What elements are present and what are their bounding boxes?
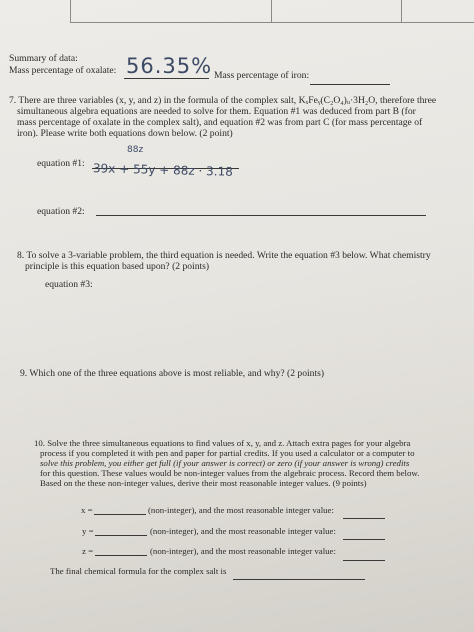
- oxalate-label: Mass percentage of oxalate:: [9, 65, 117, 76]
- q10-line-2: process if you completed it with pen and paper for partial credits. If you used a calculator or a computer to: [40, 448, 415, 458]
- eq1-handwritten-value: 39x + 55y + 88z · 3.18: [92, 161, 234, 179]
- q10-line-5: Based on the these non-integer values, derive their most reasonable integer values. (9 points): [40, 478, 367, 488]
- eq1-label: equation #1:: [37, 158, 85, 169]
- z-integer-line: [343, 560, 385, 561]
- iron-answer-line: [310, 84, 390, 85]
- y-var-label: y =: [82, 526, 94, 536]
- q7-line-1: 7. There are three variables (x, y, and z) in the formula of the complex salt, KₓFeᵧ(C₂O₄)ᵤ·3H₂O, therefore three: [9, 95, 437, 106]
- x-integer-line: [343, 518, 385, 519]
- q7-line-2: simultaneous algebra equations are needed to solve for them. Equation #1 was deduced from part B (for: [17, 106, 416, 117]
- eq3-label: equation #3:: [45, 279, 93, 290]
- q7-line-3: mass percentage of oxalate in the complex salt), and equation #2 was from part C (for mass percentage of: [17, 117, 423, 128]
- oxalate-answer-line: [124, 78, 209, 79]
- eq1-handwritten-note: 88z: [127, 145, 144, 155]
- summary-heading: Summary of data:: [9, 53, 78, 64]
- x-var-label: x =: [81, 505, 93, 515]
- q8-line-1: 8. To solve a 3-variable problem, the third equation is needed. Write the equation #3 below. What chemistry: [17, 250, 431, 261]
- header-table-cell: [401, 0, 402, 22]
- header-table: [70, 0, 474, 23]
- y-noninteger-line: [95, 535, 147, 536]
- final-formula-line: [233, 579, 365, 580]
- header-table-cell: [271, 0, 272, 22]
- q10-line-3: solve this problem, you either get full (if your answer is correct) or zero (if your answer is wrong) credits: [40, 458, 410, 468]
- q10-line-1: 10. Solve the three simultaneous equations to find values of x, y, and z. Attach extra pages for your algebra: [34, 438, 411, 448]
- q7-line-4: iron). Please write both equations down below. (2 point): [17, 128, 233, 139]
- z-row-text: (non-integer), and the most reasonable integer value:: [150, 546, 336, 556]
- x-row-text: (non-integer), and the most reasonable integer value:: [148, 505, 334, 515]
- q9-text: 9. Which one of the three equations above is most reliable, and why? (2 points): [20, 368, 325, 379]
- eq2-answer-line: [96, 215, 426, 216]
- eq2-label: equation #2:: [37, 206, 85, 217]
- iron-label: Mass percentage of iron:: [214, 70, 310, 81]
- oxalate-handwritten-value: 56.35%: [126, 54, 213, 78]
- q10-line-4: for this question. These values would be non-integer values from the algebraic process. Record them below.: [40, 468, 420, 478]
- x-noninteger-line: [94, 514, 146, 515]
- z-var-label: z =: [82, 546, 94, 556]
- q8-line-2: principle is this equation based upon? (2 points): [25, 261, 210, 272]
- y-row-text: (non-integer), and the most reasonable integer value:: [150, 526, 336, 536]
- y-integer-line: [343, 539, 385, 540]
- z-noninteger-line: [95, 555, 147, 556]
- final-formula-label: The final chemical formula for the complex salt is: [50, 566, 227, 576]
